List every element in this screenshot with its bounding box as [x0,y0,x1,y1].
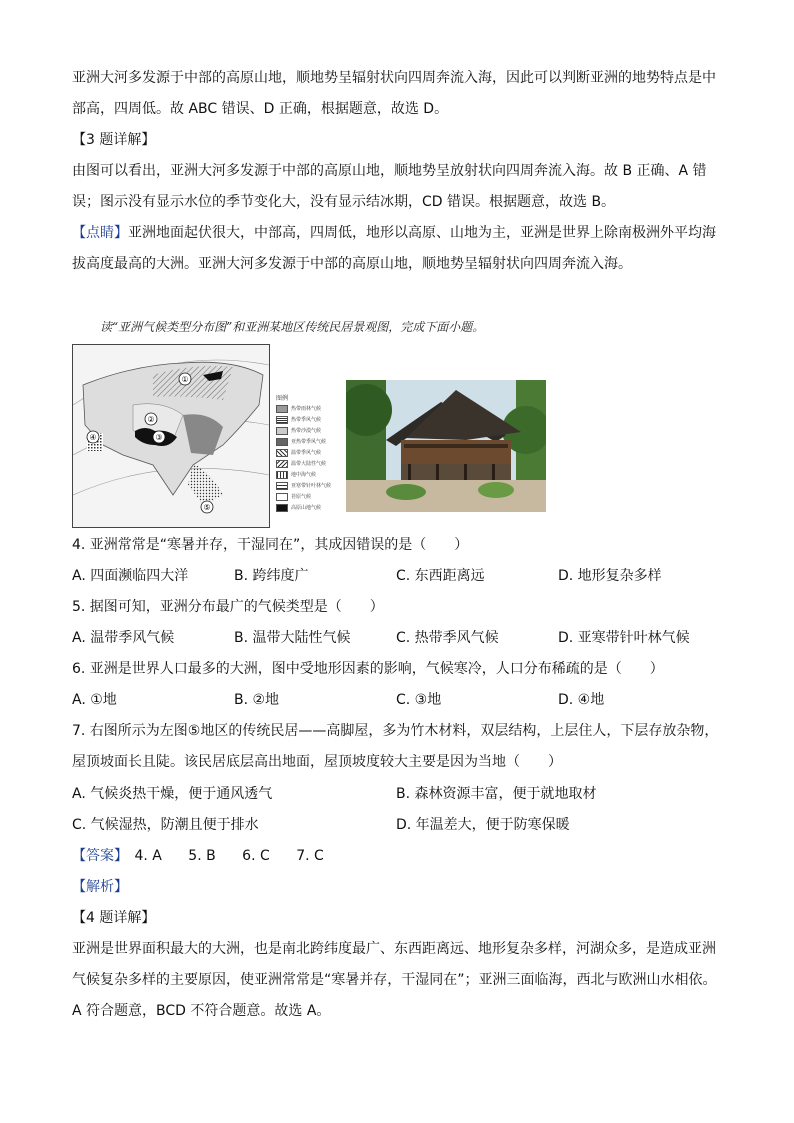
map-label-2: ② [147,415,155,424]
q4-option-c: C. 东西距离远 [396,568,485,584]
text-line: 亚洲是世界面积最大的大洲，也是南北跨纬度最广、东西距离远、地形复杂多样，河湖众多，是造成亚洲 [72,941,716,957]
jiexi-tag: 【解析】 [72,879,128,895]
q7-option-c: C. 气候湿热，防潮且便于排水 [72,817,259,833]
q5-option-b: B. 温带大陆性气候 [234,630,351,646]
q6-option-a: A. ①地 [72,692,117,708]
legend-item: 地中海气候 [276,469,348,480]
map-graphic [73,345,269,527]
q7-stem-line1: 7. 右图所示为左图⑤地区的传统民居——高脚屋，多为竹木材料，双层结构，上层住人，下层存放杂物， [72,723,719,739]
asia-climate-map [72,344,270,528]
q7-option-d: D. 年温差大，便于防寒保暖 [396,817,570,833]
legend-title: 图例 [276,395,289,402]
stilt-house-photo [346,380,546,512]
answer-item: 6. C [242,848,270,864]
q5-option-d: D. 亚寒带针叶林气候 [558,630,690,646]
legend-item: 亚热带季风气候 [276,436,348,447]
text-line: 气候复杂多样的主要原因，使亚洲常常是“寒暑并存，干湿同在”；亚洲三面临海，西北与欧洲山水相依。 [72,972,717,988]
q5-option-c: C. 热带季风气候 [396,630,499,646]
q6-option-c: C. ③地 [396,692,442,708]
map-label-4: ④ [89,433,97,442]
dianjing-tag: 【点睛】 [72,225,128,241]
legend-item: 热带沙漠气候 [276,425,348,436]
legend-item: 亚寒带针叶林气候 [276,480,348,491]
answer-tag: 【答案】 [72,848,128,864]
q3-detail-heading: 【3 题详解】 [72,132,156,148]
answer-item: 5. B [188,848,216,864]
q4-stem: 4. 亚洲常常是“寒暑并存，干湿同在”，其成因错误的是（ ） [72,537,469,553]
legend-item: 高原山地气候 [276,502,348,513]
text-line: 亚洲大河多发源于中部的高原山地，顺地势呈辐射状向四周奔流入海，因此可以判断亚洲的地势特点是中 [72,70,716,86]
q6-option-b: B. ②地 [234,692,280,708]
q5-stem: 5. 据图可知，亚洲分布最广的气候类型是（ ） [72,599,384,615]
legend-item: 苔原气候 [276,491,348,502]
answer-line [72,846,324,866]
q4-option-a: A. 四面濒临四大洋 [72,568,189,584]
legend-item: 热带季风气候 [276,414,348,425]
text-line: 误；图示没有显示水位的季节变化大，没有显示结冰期，CD 错误。根据题意，故选 B。 [72,194,616,210]
legend-item: 温带大陆性气候 [276,458,348,469]
q4-detail-heading: 【4 题详解】 [72,910,156,926]
q6-stem: 6. 亚洲是世界人口最多的大洲，图中受地形因素的影响，气候寒冷，人口分布稀疏的是（ ） [72,661,664,677]
legend-item: 热带雨林气候 [276,403,348,414]
answer-item: 4. A [134,848,162,864]
q6-option-d: D. ④地 [558,692,605,708]
q4-option-d: D. 地形复杂多样 [558,568,662,584]
q7-option-a: A. 气候炎热干燥，便于通风透气 [72,786,273,802]
q7-option-b: B. 森林资源丰富，便于就地取材 [396,786,597,802]
text-line: 拔高度最高的大洲。亚洲大河多发源于中部的高原山地，顺地势呈辐射状向四周奔流入海。 [72,256,632,272]
map-label-1: ① [181,375,189,384]
photo-graphic [346,380,546,512]
figure-caption: 读“亚洲气候类型分布图”和亚洲某地区传统民居景观图，完成下面小题。 [100,320,485,334]
q7-stem-line2: 屋顶坡面长且陡。该民居底层高出地面，屋顶坡度较大主要是因为当地（ ） [72,754,562,770]
dianjing-text: 亚洲地面起伏很大，中部高，四周低，地形以高原、山地为主，亚洲是世界上除南极洲外平均海 [128,225,716,241]
map-label-3: ③ [155,433,163,442]
q4-option-b: B. 跨纬度广 [234,568,309,584]
text-line: 由图可以看出，亚洲大河多发源于中部的高原山地，顺地势呈放射状向四周奔流入海。故 B 正确、A 错 [72,163,707,179]
legend-item: 温带季风气候 [276,447,348,458]
text-line: A 符合题意，BCD 不符合题意。故选 A。 [72,1003,331,1019]
q5-option-a: A. 温带季风气候 [72,630,175,646]
dianjing-line [72,223,716,243]
map-label-5: ⑤ [203,503,211,512]
text-line: 部高，四周低。故 ABC 错误、D 正确，根据题意，故选 D。 [72,101,449,117]
map-legend [276,392,348,513]
answer-item: 7. C [296,848,324,864]
